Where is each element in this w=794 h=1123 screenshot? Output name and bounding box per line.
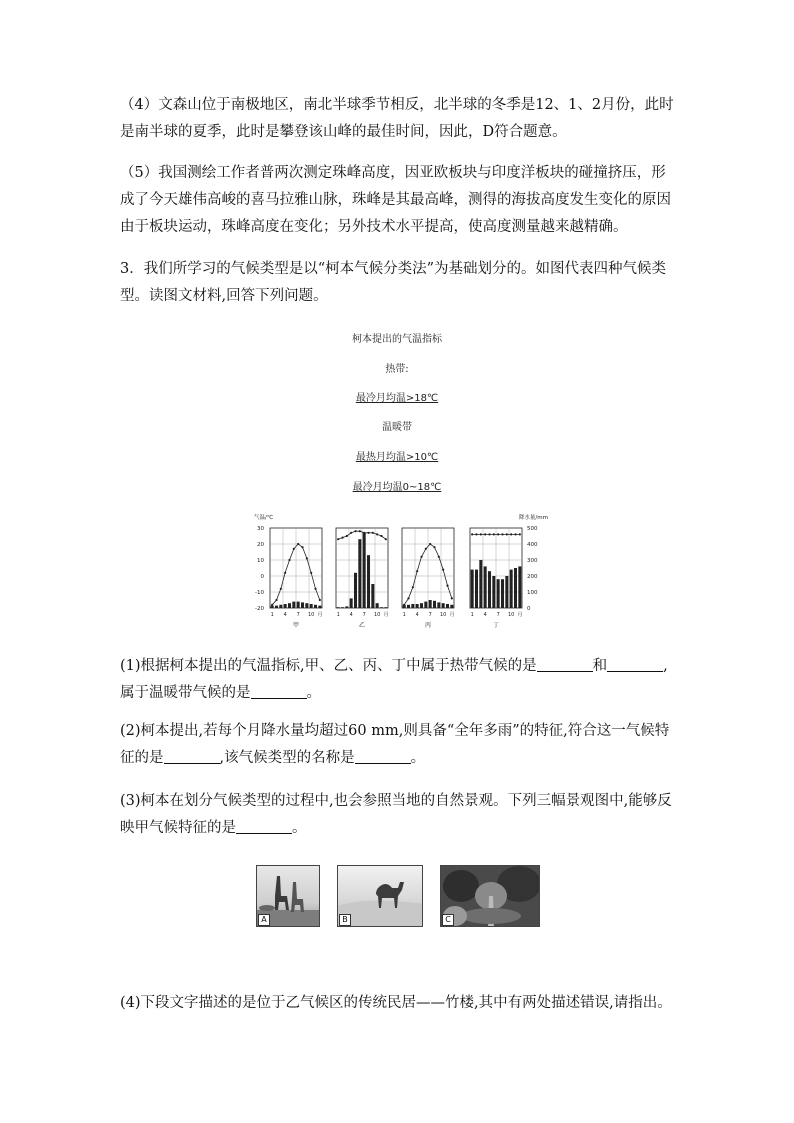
precip-bar xyxy=(475,570,478,608)
temperature-point xyxy=(497,533,499,535)
month-tick-label: 10 xyxy=(439,612,447,618)
temperature-point xyxy=(475,533,477,535)
temperature-point xyxy=(488,533,490,535)
temperature-point xyxy=(471,533,473,535)
landscape-image-a[interactable] xyxy=(256,865,320,927)
precip-bar xyxy=(384,607,387,608)
precip-bar xyxy=(337,607,340,608)
precip-bar xyxy=(510,570,513,608)
image-label: C xyxy=(442,914,454,926)
temperature-point xyxy=(310,572,312,574)
precip-bar xyxy=(284,604,287,608)
temperature-tick-label: 10 xyxy=(257,558,264,564)
temperature-point xyxy=(380,535,382,537)
month-tick-label: 4 xyxy=(349,612,353,618)
precip-bar xyxy=(501,579,504,608)
precip-bar xyxy=(297,602,300,608)
temperature-point xyxy=(337,538,339,540)
temperature-point xyxy=(438,556,440,558)
temperature-point xyxy=(376,533,378,535)
precip-bar xyxy=(518,566,521,608)
precip-bar xyxy=(301,602,304,608)
temperature-point xyxy=(346,535,348,537)
temperature-point xyxy=(420,556,422,558)
panel-name-label: 甲 xyxy=(292,622,300,629)
temperature-point xyxy=(429,543,431,545)
climate-charts xyxy=(252,512,552,634)
answer-blank[interactable] xyxy=(607,657,663,672)
temperature-point xyxy=(306,557,308,559)
sub-question-4: (4)下段文字描述的是位于乙气候区的传统民居——竹楼,其中有两处描述错误,请指出。 xyxy=(120,995,672,1011)
temperature-point xyxy=(275,599,277,601)
precip-bar xyxy=(350,598,353,608)
month-tick-label: 7 xyxy=(428,612,432,618)
sub-question-1: (1)根据柯本提出的气温指标,甲、乙、丙、丁中属于热带气候的是 和 ,属于温暖带气候的是 。 xyxy=(120,658,668,701)
temperate-rule-2: 最冷月均温0~18℃ xyxy=(352,482,442,493)
precip-bar xyxy=(505,576,508,608)
precipitation-tick-label: 400 xyxy=(527,542,538,548)
landscape-image-b[interactable] xyxy=(337,865,423,927)
precipitation-tick-label: 500 xyxy=(527,526,538,532)
precip-bar xyxy=(341,607,344,608)
month-unit-label: 月 xyxy=(449,612,455,618)
temperate-rule-1: 最热月均温>10℃ xyxy=(355,452,439,463)
temperate-label: 温暖带 xyxy=(382,422,412,433)
landscape-image-c[interactable] xyxy=(440,865,540,927)
month-tick-label: 7 xyxy=(496,612,500,618)
climograph-svg xyxy=(252,512,552,634)
rainforest-photo-icon xyxy=(441,866,540,927)
temperature-point xyxy=(280,588,282,590)
temperature-point xyxy=(442,569,444,571)
answer-blank[interactable] xyxy=(537,657,593,672)
precip-bar xyxy=(492,576,495,608)
month-unit-label: 月 xyxy=(383,612,389,618)
image-label: B xyxy=(339,914,351,926)
temperature-point xyxy=(493,533,495,535)
temperature-point xyxy=(484,533,486,535)
temperature-axis-label: 气温/℃ xyxy=(254,515,274,521)
temperature-point xyxy=(372,532,374,534)
temperature-point xyxy=(403,604,405,606)
precip-bar xyxy=(442,603,445,608)
precip-bar xyxy=(292,602,295,608)
temperature-point xyxy=(288,559,290,561)
precip-bar xyxy=(271,606,274,608)
indicator-title: 柯本提出的气温指标 xyxy=(352,334,442,345)
precip-bar xyxy=(514,568,517,608)
answer-blank[interactable] xyxy=(164,749,220,764)
month-unit-label: 月 xyxy=(317,612,323,618)
precipitation-tick-label: 100 xyxy=(527,590,538,596)
question-3-intro: 3．我们所学习的气候类型是以“柯本气候分类法”为基础划分的。如图代表四种气候类型。读图文材料,回答下列问题。 xyxy=(120,261,667,304)
temperature-point xyxy=(301,546,303,548)
temperature-point xyxy=(425,548,427,550)
precip-bar xyxy=(345,606,348,608)
precip-bar xyxy=(367,555,370,608)
precip-bar xyxy=(314,605,317,608)
temperature-point xyxy=(319,599,321,601)
precip-bar xyxy=(484,566,487,608)
precipitation-tick-label: 200 xyxy=(527,574,538,580)
panel-name-label: 丙 xyxy=(424,622,432,629)
temperature-point xyxy=(350,532,352,534)
temperature-point xyxy=(446,585,448,587)
precip-bar xyxy=(420,603,423,608)
temperature-point xyxy=(363,532,365,534)
precipitation-axis-label: 降水量/mm xyxy=(518,515,548,521)
month-tick-label: 4 xyxy=(283,612,287,618)
month-tick-label: 1 xyxy=(470,612,474,618)
month-tick-label: 10 xyxy=(307,612,315,618)
sub-question-3: (3)柯本在划分气候类型的过程中,也会参照当地的自然景观。下列三幅景观图中,能够反映甲气候特征的是 。 xyxy=(120,793,672,836)
precip-bar xyxy=(450,605,453,608)
temperature-point xyxy=(341,537,343,539)
precip-bar xyxy=(416,604,419,608)
temperature-point xyxy=(293,548,295,550)
precip-bar xyxy=(354,573,357,608)
temperature-point xyxy=(271,604,273,606)
precip-bar xyxy=(310,604,313,608)
answer-paragraph-4: （4）文森山位于南极地区，南北半球季节相反，北半球的冬季是12、1、2月份，此时是南半球的夏季，此时是攀登该山峰的最佳时间，因此，D符合题意。 xyxy=(120,97,674,140)
temperature-point xyxy=(433,546,435,548)
month-tick-label: 4 xyxy=(415,612,419,618)
temperature-point xyxy=(314,588,316,590)
precip-bar xyxy=(380,607,383,608)
answer-blank[interactable] xyxy=(355,749,411,764)
temperature-point xyxy=(416,570,418,572)
precip-bar xyxy=(437,602,440,608)
precip-bar xyxy=(411,604,414,608)
temperature-point xyxy=(367,532,369,534)
precip-bar xyxy=(497,579,500,608)
month-tick-label: 10 xyxy=(507,612,515,618)
temperature-point xyxy=(412,586,414,588)
precip-bar xyxy=(305,603,308,608)
temperature-tick-label: 20 xyxy=(257,542,264,548)
answer-paragraph-5: （5）我国测绘工作者普两次测定珠峰高度，因亚欧板块与印度洋板块的碰撞挤压，形成了今天雄伟高峻的喜马拉雅山脉，珠峰是其最高峰，测得的海拔高度发生变化的原因由于板块运动，珠峰高度在变化；另外技术水平提高，使高度测量越来越精确。 xyxy=(120,165,671,235)
month-tick-label: 7 xyxy=(296,612,300,618)
precip-bar xyxy=(488,571,491,608)
precip-bar xyxy=(407,605,410,608)
temperature-point xyxy=(407,597,409,599)
precip-bar xyxy=(479,560,482,608)
precip-bar xyxy=(288,603,291,608)
temperature-tick-label: 0 xyxy=(260,574,264,580)
month-tick-label: 1 xyxy=(402,612,406,618)
precip-bar xyxy=(446,604,449,608)
month-unit-label: 月 xyxy=(517,612,523,618)
precip-bar xyxy=(376,603,379,608)
precip-bar xyxy=(363,533,366,608)
temperature-tick-label: -20 xyxy=(255,606,264,612)
month-tick-label: 4 xyxy=(483,612,487,618)
temperature-tick-label: -10 xyxy=(255,590,264,596)
tropical-label: 热带: xyxy=(385,364,409,375)
precip-bar xyxy=(424,602,427,608)
temperature-point xyxy=(359,530,361,532)
temperature-point xyxy=(297,543,299,545)
precipitation-tick-label: 300 xyxy=(527,558,538,564)
precip-bar xyxy=(429,600,432,608)
precip-bar xyxy=(279,605,282,608)
panel-name-label: 乙 xyxy=(358,622,366,629)
sub-question-2: (2)柯本提出,若每个月降水量均超过60 mm,则具备“全年多雨”的特征,符合这一气候特征的是 ,该气候类型的名称是 。 xyxy=(120,723,670,766)
precip-bar xyxy=(471,570,474,608)
panel-name-label: 丁 xyxy=(492,622,500,629)
tropical-rule: 最冷月均温>18℃ xyxy=(355,393,439,404)
temperature-point xyxy=(385,538,387,540)
temperature-point xyxy=(510,533,512,535)
month-tick-label: 7 xyxy=(362,612,366,618)
answer-blank[interactable] xyxy=(251,684,307,699)
temperature-point xyxy=(506,533,508,535)
precip-bar xyxy=(371,584,374,608)
temperature-point xyxy=(284,572,286,574)
month-tick-label: 1 xyxy=(336,612,340,618)
precip-bar xyxy=(433,601,436,608)
temperature-point xyxy=(480,533,482,535)
temperature-tick-label: 30 xyxy=(257,526,264,532)
temperature-point xyxy=(501,533,503,535)
temperature-point xyxy=(451,597,453,599)
precip-bar xyxy=(358,539,361,608)
temperature-point xyxy=(354,530,356,532)
temperature-point xyxy=(519,533,521,535)
precip-bar xyxy=(275,606,278,608)
precipitation-tick-label: 0 xyxy=(527,606,531,612)
precip-bar xyxy=(318,606,321,608)
month-tick-label: 1 xyxy=(270,612,274,618)
image-label: A xyxy=(258,914,270,926)
temperature-point xyxy=(514,533,516,535)
answer-blank[interactable] xyxy=(236,819,292,834)
month-tick-label: 10 xyxy=(373,612,381,618)
